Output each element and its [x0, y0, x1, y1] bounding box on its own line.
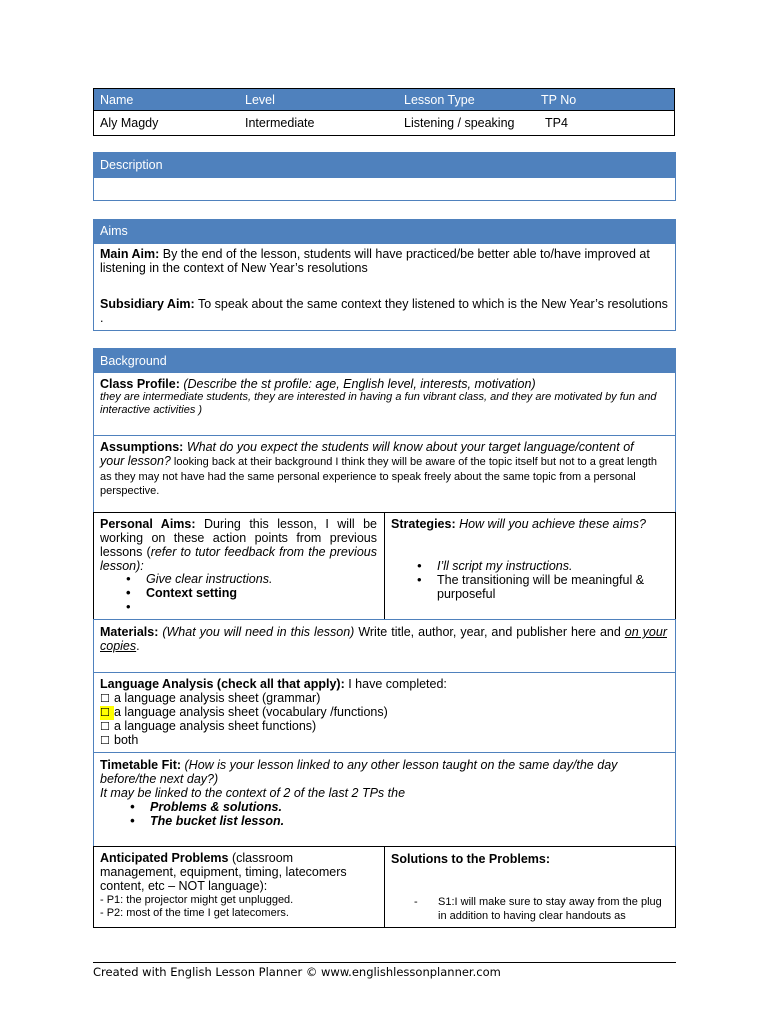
checkbox-icon[interactable]: ☐: [100, 720, 110, 733]
timetable-fit-list: [104, 800, 504, 828]
main-aim-label: Main Aim:: [100, 247, 160, 261]
footer-text: Created with English Lesson Planner © www.englishlessonplanner.com: [93, 965, 501, 979]
main-aim: [100, 247, 670, 275]
strategies: [391, 517, 671, 531]
personal-aims-prompt: refer to tutor feedback from the previous lesson):: [100, 545, 377, 573]
timetable-item: • The bucket list lesson.: [104, 814, 504, 828]
language-analysis-completed: I have completed:: [344, 677, 447, 691]
materials: [100, 625, 667, 653]
timetable-fit-prompt: (How is your lesson linked to any other lesson taught on the same day/the day before/the next day?): [100, 758, 618, 786]
info-header-lesson-type: Lesson Type: [404, 93, 475, 107]
materials-underlined: on your copies: [100, 625, 667, 653]
background-header: [93, 348, 676, 372]
info-value-level: Intermediate: [245, 116, 315, 130]
language-analysis-option[interactable]: ☐ a language analysis sheet functions): [100, 719, 317, 733]
personal-aims-label: Personal Aims:: [100, 517, 196, 531]
anticipated-problems: [100, 851, 370, 893]
personal-aims-list: [100, 572, 380, 614]
assumptions: [100, 440, 658, 498]
timetable-fit-label: Timetable Fit:: [100, 758, 182, 772]
strategies-label: Strategies:: [391, 517, 456, 531]
language-analysis-heading: [100, 677, 670, 691]
assumptions-answer: looking back at their background I think they will be aware of the topic itself but not to a great length as they may not have had the same personal experience to speak freely about the same topic from a personal perspective.: [100, 456, 657, 497]
class-profile-label: Class Profile:: [100, 377, 180, 391]
description-header: [93, 152, 676, 177]
strategies-list: [391, 559, 656, 601]
info-value-name: Aly Magdy: [100, 116, 159, 130]
subsidiary-aim-label: Subsidiary Aim:: [100, 297, 195, 311]
solutions-label: Solutions to the Problems:: [391, 852, 551, 866]
materials-end: .: [136, 639, 140, 653]
problems-prompt: (classroom management, equipment, timing, latecomers content, etc – NOT language):: [100, 851, 347, 893]
checkbox-icon[interactable]: ☐: [100, 734, 110, 747]
personal-aims: [100, 517, 377, 573]
timetable-item: • Problems & solutions.: [104, 800, 504, 814]
info-header-level: Level: [245, 93, 275, 107]
problems-label: Anticipated Problems: [100, 851, 229, 865]
info-value-lesson-type: Listening / speaking: [404, 116, 515, 130]
materials-prompt: (What you will need in this lesson): [158, 625, 355, 639]
footer-rule: [93, 962, 676, 963]
class-profile-answer: they are intermediate students, they are interested in having a fun vibrant class, and they are motivated by fun and interactive activities ): [100, 391, 657, 416]
strategy-item: • I’ll script my instructions.: [391, 559, 656, 573]
problem-item: - P1: the projector might get unplugged.: [100, 894, 294, 906]
personal-aim-item: • Context setting: [100, 586, 380, 600]
timetable-fit: [100, 758, 660, 786]
info-value-row: [93, 110, 675, 136]
language-analysis-option[interactable]: ☐ both: [100, 733, 139, 747]
assumptions-label: Assumptions:: [100, 440, 184, 454]
assumptions-prompt: What do you expect the students will know about your target language/content of your lesson?: [100, 440, 634, 468]
background-header-label: Background: [100, 354, 167, 368]
checkbox-icon[interactable]: ☐: [100, 706, 114, 720]
personal-aim-item: • Give clear instructions.: [100, 572, 380, 586]
strategies-prompt: How will you achieve these aims?: [455, 517, 646, 531]
materials-text: Write title, author, year, and publisher here and: [354, 625, 625, 639]
subsidiary-aim-text: To speak about the same context they listened to which is the New Year’s resolutions .: [100, 297, 668, 325]
description-body: [93, 177, 676, 201]
info-header-tp-no: TP No: [541, 93, 577, 107]
personal-aims-text: During this lesson, I will be working on these action points from previous lessons (: [100, 517, 377, 559]
personal-aim-item: [100, 600, 380, 614]
class-profile: [100, 377, 670, 391]
solution-item: S1:I will make sure to stay away from the plug in addition to having clear handouts as: [438, 896, 662, 922]
info-header-row: [93, 88, 675, 111]
language-analysis-option[interactable]: ☐ a language analysis sheet (grammar): [100, 691, 321, 705]
main-aim-text: By the end of the lesson, students will have practiced/be better able to/have improved at listening in the context of New Year’s resolutions: [100, 247, 650, 275]
problem-item: - P2: most of the time I get latecomers.: [100, 907, 289, 919]
checkbox-icon[interactable]: ☐: [100, 692, 110, 705]
strategy-item: • The transitioning will be meaningful & purposeful: [391, 573, 656, 601]
description-header-label: Description: [100, 158, 163, 172]
info-header-name: Name: [100, 93, 134, 107]
language-analysis-label: Language Analysis (check all that apply):: [100, 677, 345, 691]
solution-dash: -: [414, 896, 418, 908]
subsidiary-aim: [100, 297, 670, 325]
info-value-tp-no: TP4: [545, 116, 568, 130]
aims-header: [93, 219, 676, 243]
timetable-fit-answer: It may be linked to the context of 2 of the last 2 TPs the: [100, 786, 406, 800]
language-analysis-option[interactable]: ☐ a language analysis sheet (vocabulary /functions): [100, 705, 388, 719]
class-profile-prompt: (Describe the st profile: age, English level, interests, motivation): [179, 377, 536, 391]
materials-label: Materials:: [100, 625, 159, 639]
aims-header-label: Aims: [100, 224, 128, 238]
